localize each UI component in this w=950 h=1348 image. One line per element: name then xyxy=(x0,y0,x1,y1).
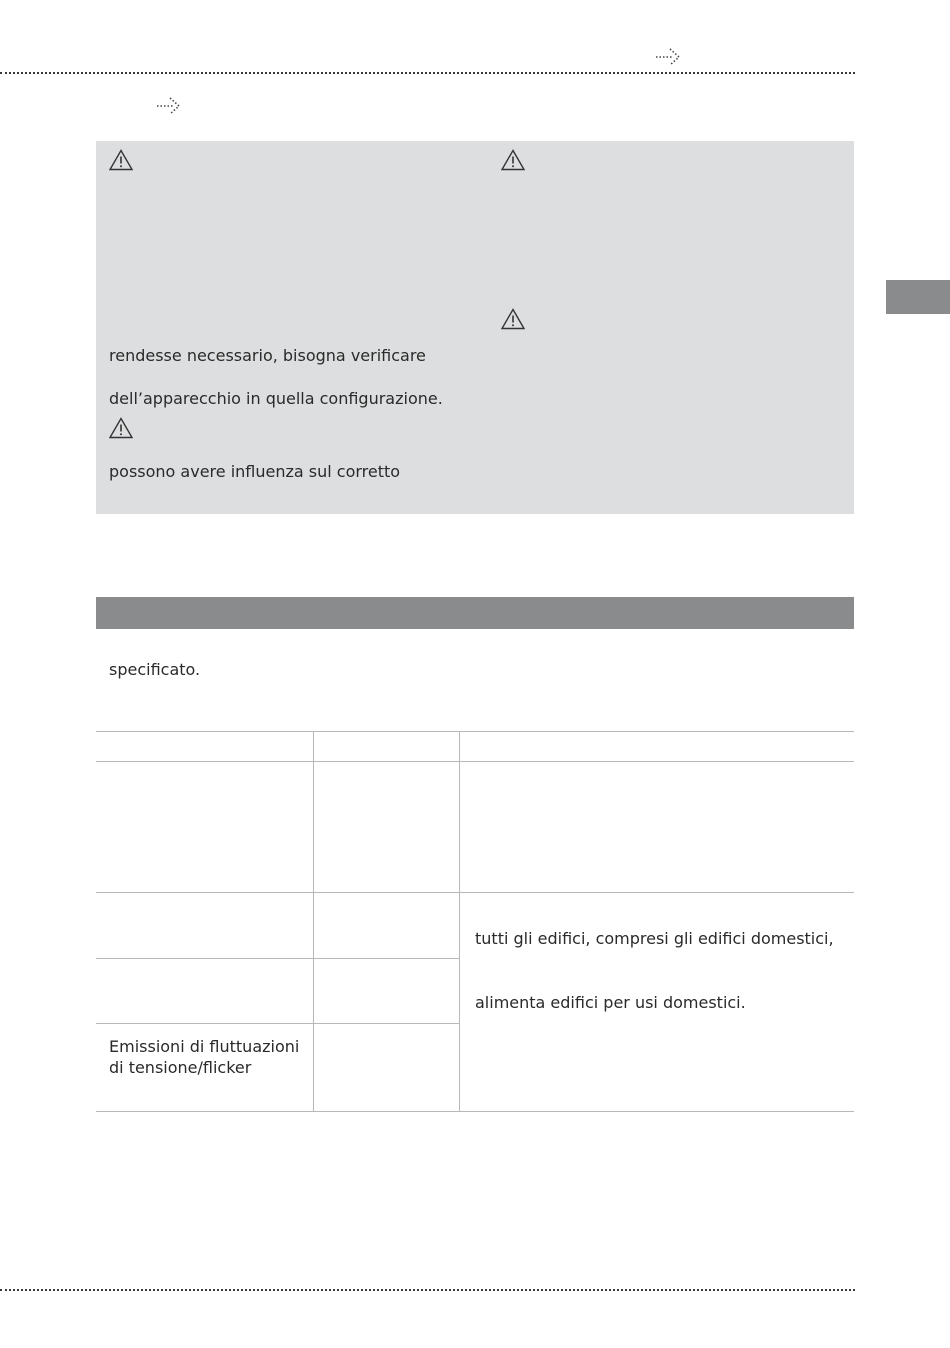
section-text: specificato. xyxy=(109,660,201,679)
table-column-divider xyxy=(313,731,314,1112)
table-rule xyxy=(96,1023,460,1024)
warning-text-line: dell’apparecchio in quella configurazione. xyxy=(109,389,443,408)
header-arrow-icon xyxy=(655,46,683,73)
warning-text-line: rendesse necessario, bisogna verificare xyxy=(109,346,426,365)
chapter-side-tab xyxy=(886,280,950,314)
warning-text-line: possono avere influenza sul corretto xyxy=(109,462,401,481)
table-rule xyxy=(96,1111,854,1112)
warning-triangle-icon xyxy=(109,417,133,439)
warning-box xyxy=(96,141,854,514)
header-dotted-rule xyxy=(0,72,855,74)
table-rule xyxy=(96,958,460,959)
section-heading-bar xyxy=(96,597,854,629)
warning-triangle-icon xyxy=(109,149,133,171)
table-merged-cell-line: alimenta edifici per usi domestici. xyxy=(475,993,746,1012)
table-merged-cell-line: tutti gli edifici, compresi gli edifici domestici, xyxy=(475,929,834,948)
table-rule xyxy=(96,892,854,893)
table-rule xyxy=(96,731,854,732)
table-cell-flicker-emissions: Emissioni di fluttuazioni di tensione/flicker xyxy=(109,1037,300,1077)
table-column-divider xyxy=(459,731,460,1112)
footer-dotted-rule xyxy=(0,1289,855,1291)
warning-triangle-icon xyxy=(501,149,525,171)
intro-arrow-icon xyxy=(156,95,182,122)
table-rule xyxy=(96,761,854,762)
warning-triangle-icon xyxy=(501,308,525,330)
